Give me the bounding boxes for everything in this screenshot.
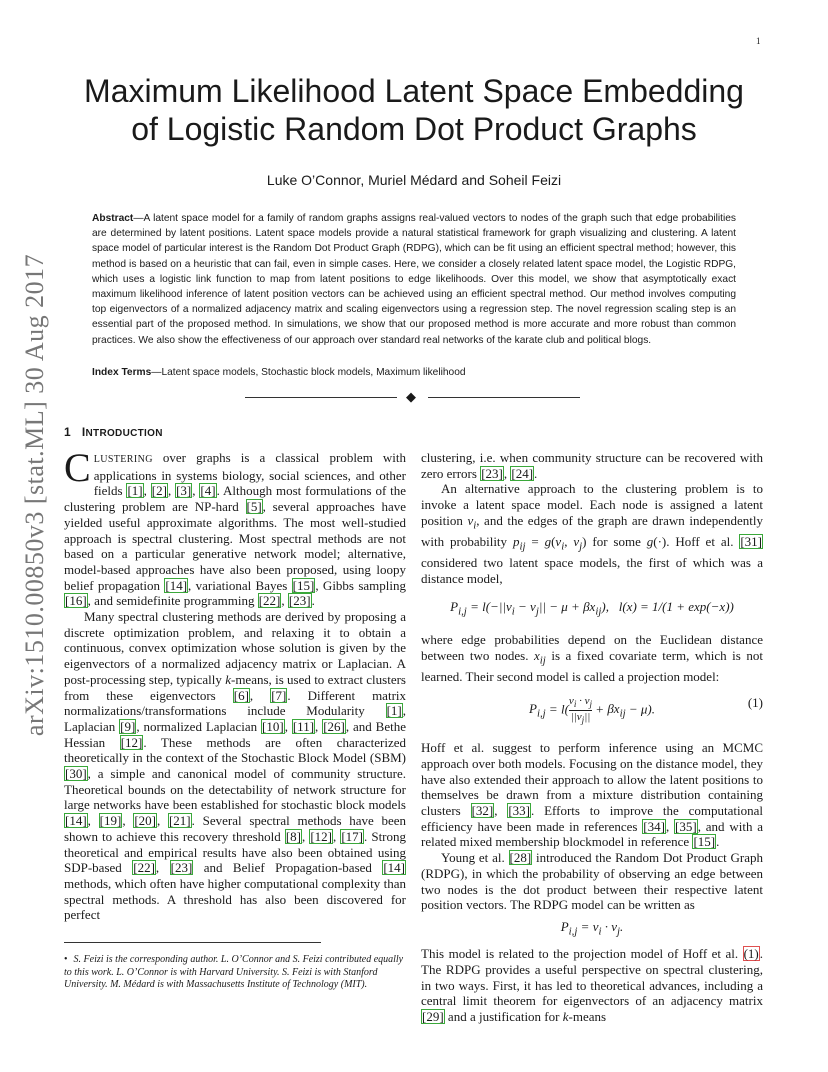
separator-left: [245, 397, 397, 398]
page-number: 1: [756, 36, 761, 46]
author-list: Luke O’Connor, Muriel Médard and Soheil Feizi: [266, 172, 562, 188]
equation-1-projection-model: $P_{i,j} = l$( $\frac{v_i \cdot v_j}{||v_j||}$ + $\beta x_{ij} - \mu$). (1): [528, 694, 763, 726]
equation-rdpg: $P_{i,j} = v_i \cdot v_j$.: [560, 918, 624, 938]
intro-paragraph-6: Hoff et al. suggest to perform inference using an MCMC approach over both models. Focusing on the distance model, they have also extended their approach to allow the latent positions to themselves be drawn from a mixture distribution containing clusters [32], [33]. Efforts to improve the computational efficiency have been made in references [34], [35], and with a related mixed membership blockmodel in reference [15].: [421, 740, 764, 850]
section-heading-introduction: [64, 425, 163, 439]
abstract-text: —A latent space model for a family of random graphs assigns real-valued vectors to nodes of the graph such that edge probabilities are determined by latent positions. Latent space models provide a natural statistical framework for graph visualizing and clustering. A latent space model of particular interest is the Random Dot Product Graph (RDPG), which can be fit using an efficient spectral method; however, this method is based on a heuristic that can fail, even in simple cases. Here, we consider a closely related latent space model, the Logistic RDPG, which uses a logistic link function to map from latent positions to edge likelihoods. Over this model, we show that asymptotically exact maximum likelihood inference of latent position vectors can be achieved using an efficient spectral method. Our method involves computing top eigenvectors of a normalized adjacency matrix and scaling eigenvectors using a regression step. The novel regression scaling step is an essential part of the proposed method. In simulations, we show that our proposed method is more accurate and more robust than common practices. We also show the effectiveness of our approach over standard real networks of the karate club and political blogs.: [92, 213, 736, 346]
title-line-1: Maximum Likelihood Latent Space Embedding: [84, 73, 744, 109]
section-number: 1: [64, 425, 71, 439]
intro-paragraph-3: clustering, i.e. when community structure can be recovered with zero errors [23], [24].: [421, 450, 763, 481]
drop-cap: C: [64, 445, 91, 490]
intro-paragraph-4: An alternative approach to the clustering problem is to invoke a latent space model. Each node is assigned a latent position $v_i$, and the edges of the graph are drawn independently with probability $p_{ij} = g(v_i$, $v_j$) for some g(·). Hoff et al. [31] considered two latent space models, the first of which was a distance model,: [421, 481, 763, 587]
section-title-initial: I: [81, 425, 86, 439]
title-line-2: of Logistic Random Dot Product Graphs: [131, 111, 697, 147]
footnote: [64, 954, 406, 992]
separator-diamond: ◆: [406, 389, 416, 404]
index-terms-text: —Latent space models, Stochastic block models, Maximum likelihood: [151, 367, 466, 378]
intro-paragraph-7: Young et al. [28] introduced the Random Dot Product Graph (RDPG), in which the probability of observing an edge between two nodes is the dot product between their respective latent position vectors. The RDPG model can be written as: [421, 850, 763, 913]
right-column: [421, 450, 763, 1025]
left-column: [64, 445, 407, 923]
footnote-rule: [64, 942, 321, 943]
equation-distance-model: $P_{i,j} = l(-||v_i - v_j|| - \mu + \beta x_{ij})$, l(x) = 1/(1 + exp(−x)): [450, 598, 734, 618]
separator-right: [428, 397, 580, 398]
intro-paragraph-2: Many spectral clustering methods are derived by proposing a discrete optimization problem, and relaxing it to obtain a continuous, convex optimization whose solution is given by the eigenvectors of a normalized adjacency matrix or Laplacian. A post-processing step, typically k-means, is used to extract clusters from these eigenvectors [6], [7]. Different matrix normalizations/transformations include Modularity [1], Laplacian [9], normalized Laplacian [10], [11], [26], and Bethe Hessian [12]. These methods are often characterized theoretically in the context of the Stochastic Block Model (SBM) [30], a simple and canonical model of community structure. Theoretical bounds on the detectability of network structure for large networks have been established for stochastic block models [14], [19], [20], [21]. Several spectral methods have been shown to achieve this recovery threshold [8], [12], [17]. Strong theoretical and empirical results have also been obtained using SDP-based [22], [23] and Belief Propagation-based [14] methods, which often have higher computational complexity than spectral methods. A threshold has also been discovered for perfect: [64, 609, 407, 923]
abstract-label: Abstract: [92, 213, 134, 224]
index-terms-label: Index Terms: [92, 367, 152, 378]
arxiv-identifier-stamp: [20, 253, 50, 737]
arxiv-stamp-text: arXiv:1510.00850v3 [stat.ML] 30 Aug 2017: [20, 253, 49, 737]
abstract: [92, 211, 736, 348]
footnote-bullet: •: [64, 954, 68, 965]
footnote-text: S. Feizi is the corresponding author. L. O’Connor and S. Feizi contributed equally to this work. L. O’Connor is with Harvard University. S. Feizi is with Stanford University. M. Médard is with Massachusetts Institute of Technology (MIT).: [64, 954, 404, 990]
index-terms: [92, 367, 736, 378]
paper-title: [60, 72, 768, 148]
section-title-rest: NTRODUCTION: [85, 428, 163, 439]
intro-paragraph-8: This model is related to the projection model of Hoff et al. (1). The RDPG provides a useful perspective on spectral clustering, in two ways. First, it has led to theoretical advances, including a central limit theorem for eigenvectors of an adjacency matrix [29] and a justification for k-means: [421, 946, 763, 1025]
intro-paragraph-5: where edge probabilities depend on the Euclidean distance between two nodes. $x_{ij}$ is a fixed covariate term, which is not learned. Their second model is called a projection model:: [421, 632, 763, 685]
equation-number: (1): [747, 694, 763, 710]
intro-paragraph-1: CLUSTERING over graphs is a classical problem with applications in systems biology, social sciences, and other fields [1], [2], [3], [4]. Although most formulations of the clustering problem are NP-hard [5], several approaches have yielded useful approximate algorithms. The most well-studied approach is spectral clustering. Most spectral methods are not based on a particular generative network model; alternative, model-based approaches have also been proposed, using loopy belief propagation [14], variational Bayes [15], Gibbs sampling [16], and semidefinite programming [22], [23].: [64, 445, 407, 609]
